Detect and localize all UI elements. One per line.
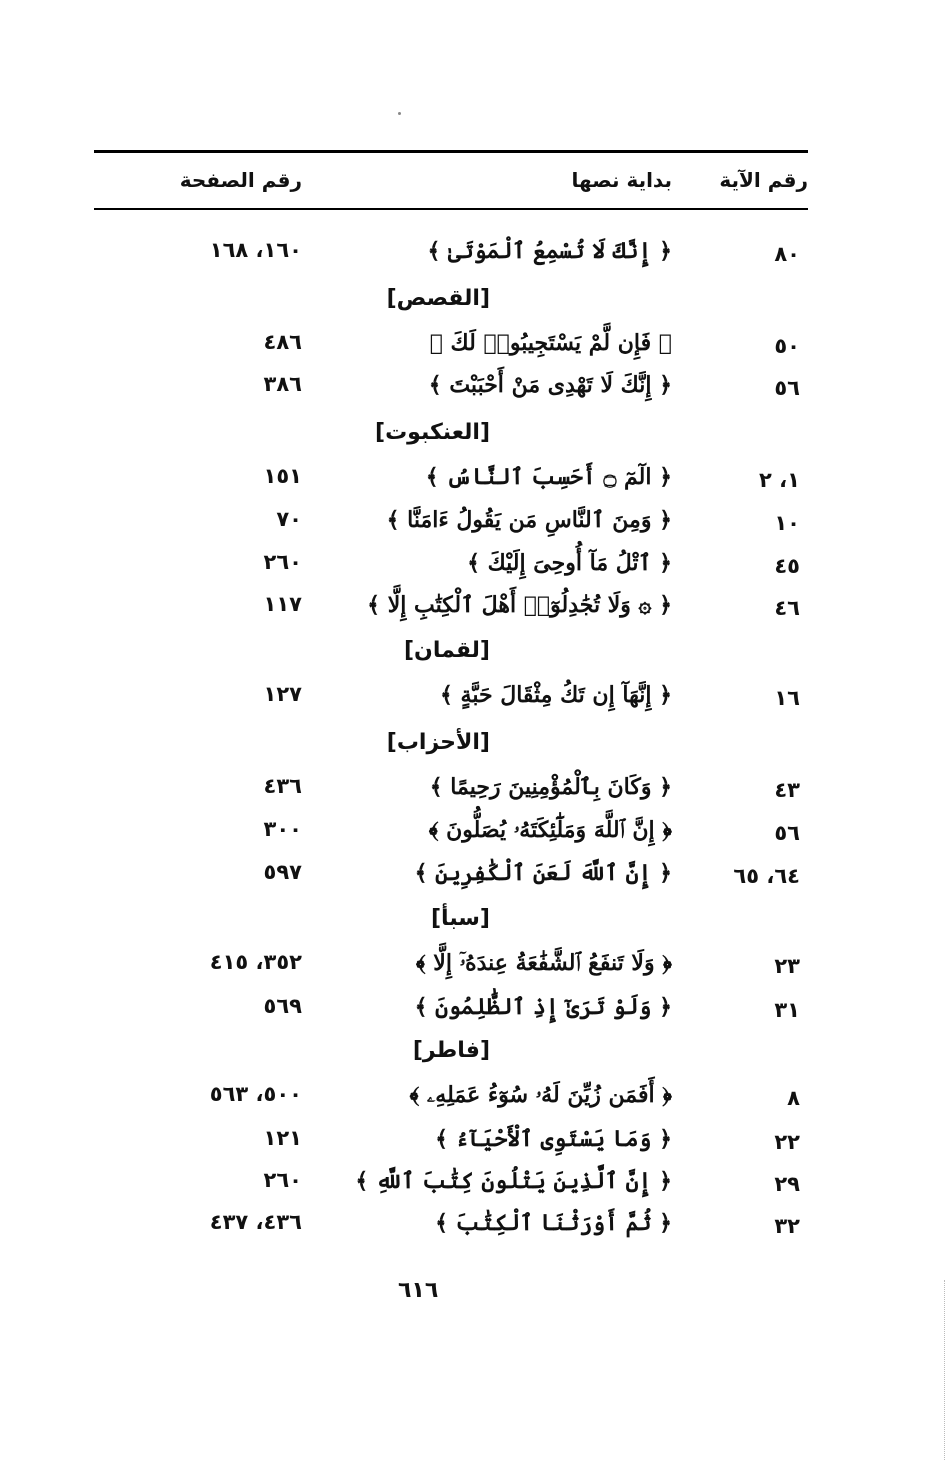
ayah-number: ١، ٢ bbox=[759, 468, 800, 492]
surah-heading bbox=[94, 418, 808, 454]
ayah-start-text: ﴿ إِنَّكَ لَا تَهْدِى مَنْ أَحْبَبْتَ ﴾ bbox=[428, 372, 672, 398]
index-row bbox=[94, 815, 808, 855]
ayah-start-text: ﴿ إِنَّ ٱلَّذِينَ يَتْلُونَ كِتَٰبَ ٱللَّهِ ﴾ bbox=[355, 1168, 672, 1194]
page-reference: ٥٠٠، ٥٦٣ bbox=[209, 1082, 302, 1106]
surah-heading bbox=[94, 1036, 808, 1072]
ayah-start-text: ﴿ فَإِن لَّمْ يَسْتَجِيبُوا۟ لَكَ ﴾ bbox=[429, 330, 672, 356]
header-ayah-start: بداية نصها bbox=[571, 168, 672, 192]
ayah-number: ١٠ bbox=[774, 511, 800, 535]
page-reference: ٣٨٦ bbox=[263, 372, 302, 396]
index-row bbox=[94, 772, 808, 812]
ayah-start-text: ﴿ وَمِنَ ٱلنَّاسِ مَن يَقُولُ ءَامَنَّا ﴾ bbox=[386, 507, 672, 533]
surah-heading-label: [لقمان] bbox=[404, 638, 490, 663]
page-reference: ٧٠ bbox=[276, 507, 302, 531]
index-row bbox=[94, 328, 808, 368]
index-row bbox=[94, 680, 808, 720]
surah-heading-label: [الأحزاب] bbox=[386, 730, 490, 755]
ayah-number: ٤٣ bbox=[774, 778, 800, 802]
surah-heading bbox=[94, 284, 808, 320]
header-ayah-number: رقم الآية bbox=[719, 168, 808, 192]
speck-mark bbox=[398, 112, 401, 115]
ayah-start-text: ﴿ إِنَّهَآ إِن تَكُ مِثْقَالَ حَبَّةٍ ﴾ bbox=[439, 682, 672, 708]
ayah-start-text: ﴿ أَفَمَن زُيِّنَ لَهُۥ سُوٓءُ عَمَلِهِۦ ﴾ bbox=[409, 1082, 672, 1108]
page-reference: ٢٦٠ bbox=[263, 550, 302, 574]
ayah-number: ٥٦ bbox=[774, 376, 800, 400]
index-row bbox=[94, 858, 808, 898]
surah-heading bbox=[94, 904, 808, 940]
surah-heading-label: [فاطر] bbox=[412, 1038, 490, 1063]
index-row bbox=[94, 462, 808, 502]
index-row bbox=[94, 505, 808, 545]
ayah-number: ٥٠ bbox=[774, 334, 800, 358]
ayah-number: ٢٣ bbox=[774, 954, 800, 978]
ayah-number: ٣١ bbox=[774, 998, 800, 1022]
ayah-start-text: ﴿ ٱتْلُ مَآ أُوحِىَ إِلَيْكَ ﴾ bbox=[467, 550, 672, 576]
page-reference: ١٢٧ bbox=[263, 682, 302, 706]
index-row bbox=[94, 236, 808, 276]
ayah-number: ١٦ bbox=[774, 686, 800, 710]
ayah-start-text: ﴿ وَلَا تَنفَعُ ٱلشَّفَٰعَةُ عِندَهُۥٓ إِلَّا ﴾ bbox=[415, 950, 672, 976]
ayah-start-text: ﴿ ۞ وَلَا تُجَٰدِلُوٓا۟ أَهْلَ ٱلْكِتَٰبِ إِلَّا ﴾ bbox=[367, 592, 672, 618]
page-reference: ٢٦٠ bbox=[263, 1168, 302, 1192]
page-reference: ١٥١ bbox=[263, 464, 302, 488]
surah-heading-label: [القصص] bbox=[386, 286, 490, 311]
page-folio: ٦١٦ bbox=[398, 1278, 439, 1303]
page-reference: ٥٦٩ bbox=[263, 994, 302, 1018]
surah-heading-label: [سبأ] bbox=[431, 906, 490, 931]
ayah-start-text: ﴿ وَلَوْ تَرَىٰٓ إِذِ ٱلظَّٰلِمُونَ ﴾ bbox=[414, 994, 672, 1020]
ayah-number: ٥٦ bbox=[774, 821, 800, 845]
page-reference: ٣٠٠ bbox=[263, 817, 302, 841]
ayah-start-text: ﴿ إِنَّ ٱللَّهَ وَمَلَٰٓئِكَتَهُۥ يُصَلُّونَ ﴾ bbox=[428, 817, 672, 843]
ayah-number: ٤٦ bbox=[774, 596, 800, 620]
ayah-number: ٤٥ bbox=[774, 554, 800, 578]
ayah-number: ٨٠ bbox=[774, 242, 800, 266]
header-page-number: رقم الصفحة bbox=[179, 168, 302, 192]
page-edge-dots bbox=[944, 1280, 946, 1460]
page-reference: ٤٨٦ bbox=[263, 330, 302, 354]
index-row bbox=[94, 370, 808, 410]
index-row bbox=[94, 1080, 808, 1120]
header-top-rule bbox=[94, 150, 808, 153]
surah-heading bbox=[94, 728, 808, 764]
ayah-start-text: ﴿ إِنَّكَ لَا تُسْمِعُ ٱلْمَوْتَىٰ ﴾ bbox=[427, 238, 672, 264]
page-reference: ٤٣٦، ٤٣٧ bbox=[209, 1210, 302, 1234]
index-row bbox=[94, 590, 808, 630]
page-reference: ٥٩٧ bbox=[263, 860, 302, 884]
page-reference: ٤٣٦ bbox=[263, 774, 302, 798]
ayah-start-text: ﴿ الٓمٓ ۝ أَحَسِبَ ٱلنَّاسُ ﴾ bbox=[425, 464, 672, 490]
ayah-number: ٦٤، ٦٥ bbox=[733, 864, 800, 888]
page-reference: ٣٥٢، ٤١٥ bbox=[209, 950, 302, 974]
ayah-start-text: ﴿ إِنَّ ٱللَّهَ لَعَنَ ٱلْكَٰفِرِينَ ﴾ bbox=[414, 860, 672, 886]
surah-heading-label: [العنكبوت] bbox=[375, 420, 490, 445]
ayah-number: ٢٩ bbox=[774, 1172, 800, 1196]
page-reference: ١٦٠، ١٦٨ bbox=[209, 238, 302, 262]
index-row bbox=[94, 948, 808, 988]
index-row bbox=[94, 548, 808, 588]
index-row bbox=[94, 1124, 808, 1164]
surah-heading bbox=[94, 636, 808, 672]
header-bottom-rule bbox=[94, 208, 808, 210]
ayah-start-text: ﴿ ثُمَّ أَوْرَثْنَا ٱلْكِتَٰبَ ﴾ bbox=[435, 1210, 672, 1236]
ayah-number: ٨ bbox=[787, 1086, 800, 1110]
ayah-start-text: ﴿ وَمَا يَسْتَوِى ٱلْأَحْيَآءُ ﴾ bbox=[435, 1126, 672, 1152]
ayah-number: ٢٢ bbox=[774, 1130, 800, 1154]
index-row bbox=[94, 1166, 808, 1206]
index-row bbox=[94, 1208, 808, 1248]
ayah-number: ٣٢ bbox=[774, 1214, 800, 1238]
page-reference: ١٢١ bbox=[263, 1126, 302, 1150]
page-reference: ١١٧ bbox=[263, 592, 302, 616]
index-row bbox=[94, 992, 808, 1032]
ayah-start-text: ﴿ وَكَانَ بِٱلْمُؤْمِنِينَ رَحِيمًا ﴾ bbox=[429, 774, 672, 800]
